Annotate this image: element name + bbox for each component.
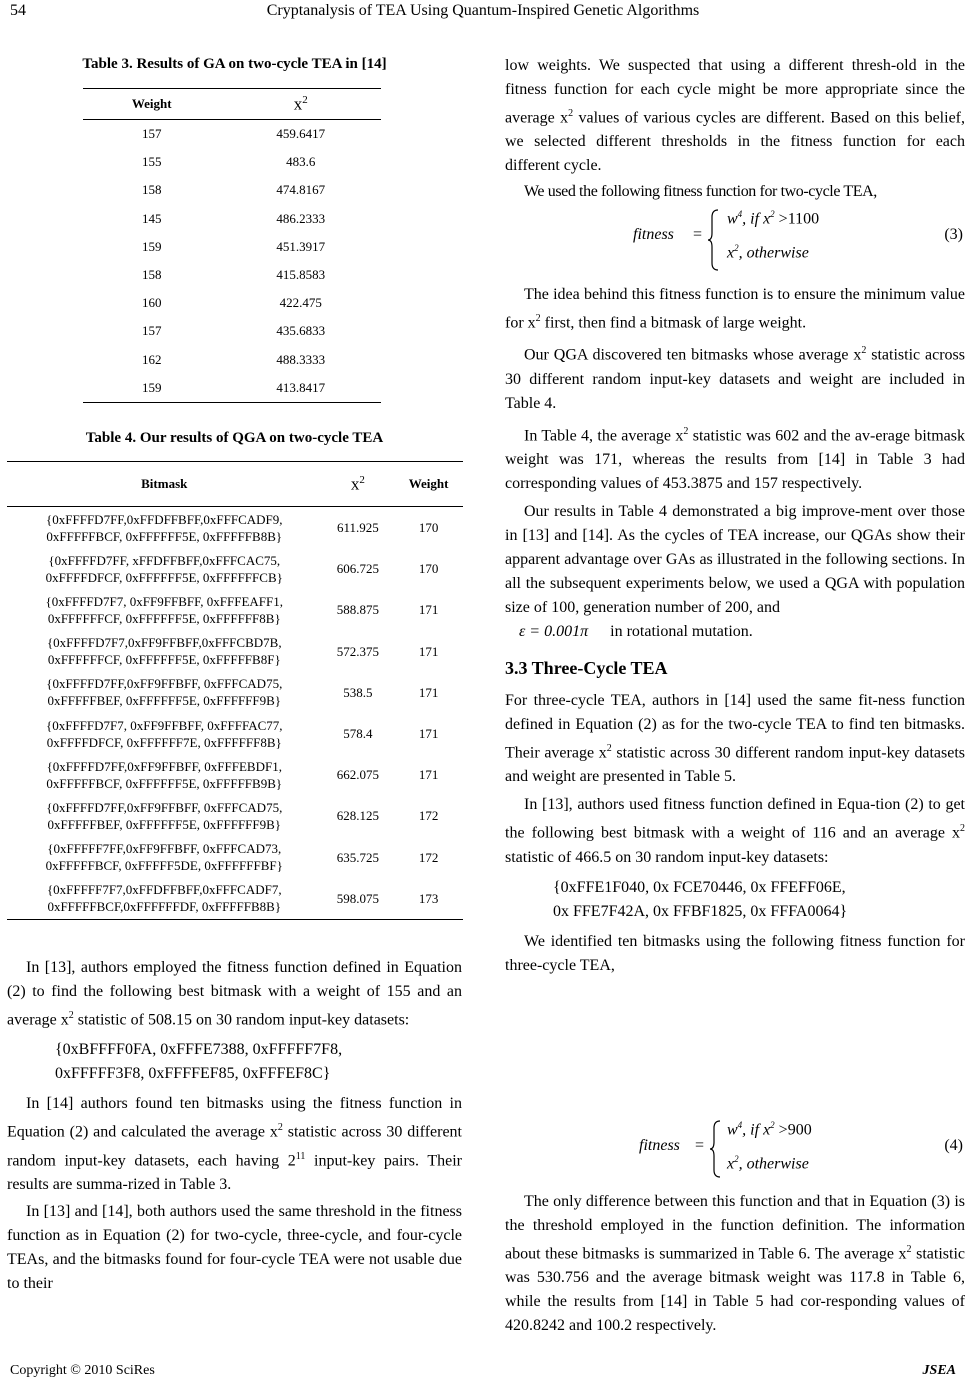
table4-cell-bitmask: [7, 672, 322, 713]
table3-header-weight: Weight: [83, 89, 220, 120]
table3-cell-x2: 451.3917: [276, 238, 326, 254]
table3-cell-x2: 486.2333: [276, 210, 326, 226]
table3-cell-x2: 488.3333: [276, 351, 326, 367]
right-body-bottom: [505, 1190, 965, 1338]
footer-copyright: Copyright © 2010 SciRes: [10, 1363, 155, 1378]
table4-cell-weight: 173: [394, 878, 463, 920]
bitmask-line: {0xFFFFD7FF, xFFDFFBFF,0xFFFCAC75,: [48, 552, 281, 568]
table4-row: [7, 507, 463, 549]
table4-cell-weight: 171: [418, 602, 439, 618]
running-title: Cryptanalysis of TEA Using Quantum-Inspired Genetic Algorithms: [266, 2, 700, 19]
bitmask-line: 0xFFFFFBCF, 0xFFFFFF5E, 0xFFFFFB9B}: [46, 775, 283, 791]
table4-cell-weight: 170: [418, 520, 439, 536]
table4-row: [7, 631, 463, 672]
table3-cell-weight: 155: [141, 154, 162, 170]
bitmask-line: 0xFFFFFBCF, 0xFFFFF5DE, 0xFFFFFFBF}: [45, 858, 283, 874]
table3-cell-weight: 145: [141, 210, 162, 226]
bitmask-line: {0xFFFFD7FF,0xFF9FFBFF, 0xFFFCAD75,: [46, 799, 283, 815]
table4-cell-x2: 635.725: [336, 849, 379, 865]
table4-cell-bitmask: [7, 713, 322, 754]
table3-row: [83, 317, 381, 345]
right-paragraph-9: We identified ten bitmasks using the following fitness function for three-cycle TEA,: [505, 932, 965, 974]
table4-cell-x2: 578.4: [343, 726, 373, 742]
right-paragraph-2: We used the following fitness function for two-cycle TEA,: [524, 183, 877, 201]
table4-cell-bitmask: [7, 754, 322, 795]
brace-icon: [709, 1120, 723, 1178]
table3-cell-weight: 157: [141, 126, 162, 142]
table3: [83, 88, 381, 403]
table3-row: [83, 289, 381, 317]
bitmask-line: 0xFFFFFBEF, 0xFFFFFF5E, 0xFFFFFF9B}: [47, 693, 282, 709]
table3-cell-x2: 483.6: [286, 154, 316, 170]
bitmask-line: {0xFFFFD7F7,0xFF9FFBFF,0xFFFCBD7B,: [46, 635, 282, 651]
right-body-mid: [505, 283, 965, 978]
table3-cell-x2: 435.6833: [276, 323, 326, 339]
table3-cell-weight: 162: [141, 351, 162, 367]
table3-cell-weight: 159: [141, 238, 162, 254]
bitmask-13: {0xBFFFF0FA, 0xFFFE7388, 0xFFFFF7F8, 0xFFFFF3F8, 0xFFFFEF85, 0xFFFEF8C}: [55, 1041, 343, 1083]
table4-cell-bitmask: [7, 507, 322, 549]
table3-cell-x2: 415.8583: [276, 267, 326, 283]
table3-row: [83, 346, 381, 374]
table3-cell-weight: 158: [141, 267, 162, 283]
table4-cell-x2: 606.725: [336, 561, 379, 577]
bitmask-line: 0xFFFFFBCF,0xFFFFFFDF, 0xFFFFFB8B}: [47, 899, 282, 915]
page-number: 54: [10, 2, 26, 19]
table4-cell-x2: 611.925: [336, 520, 379, 536]
bitmask-line: 0xFFFFFBEF, 0xFFFFFF5E, 0xFFFFFF9B}: [47, 816, 282, 832]
bitmask-line: {0xFFFFF7FF,0xFF9FFBFF, 0xFFFCAD73,: [47, 841, 282, 857]
bitmask-line: {0xFFFFF7F7,0xFFDFFBFF,0xFFFCADF7,: [46, 882, 282, 898]
bitmask-line: {0xFFFFD7FF,0xFF9FFBFF, 0xFFFEBDF1,: [46, 758, 282, 774]
table4-cell-weight: 171: [418, 684, 439, 700]
equation-3-number: (3): [944, 226, 963, 243]
table3-cell-weight: 159: [83, 374, 220, 403]
table3-cell-weight: 158: [141, 182, 162, 198]
table3-cell-x2: 474.8167: [276, 182, 326, 198]
bitmask-line: {0xFFFFD7F7, 0xFF9FFBFF, 0xFFFEAFF1,: [45, 593, 284, 609]
bitmask-line: 0xFFFFFBCF, 0xFFFFFF5E, 0xFFFFFB8B}: [46, 528, 283, 544]
footer-journal: JSEA: [922, 1363, 956, 1378]
table3-cell-weight: 157: [141, 323, 162, 339]
table4-cell-x2: 662.075: [336, 767, 379, 783]
table4-header-weight: Weight: [394, 462, 463, 507]
bitmask-line: 0xFFFFFFCF, 0xFFFFFF5E, 0xFFFFFF8B}: [47, 610, 281, 626]
table4-cell-weight: 171: [418, 767, 439, 783]
table4-cell-x2: 598.075: [322, 878, 395, 920]
section-heading-3-3: 3.3 Three-Cycle TEA: [505, 657, 668, 678]
table4-cell-bitmask: [7, 631, 322, 672]
equation-4: fitness = $w^4$, if $x^2 >900$ $x^2$, otherwise (4): [505, 1118, 965, 1182]
table4-cell-bitmask: [7, 837, 322, 878]
table3-cell-x2: 459.6417: [276, 126, 326, 142]
table4-caption: Table 4. Our results of QGA on two-cycle TEA: [85, 430, 384, 446]
right-paragraph-3: The idea behind this fitness function is to ensure the minimum value for $x^2$ first, then find a bitmask of large weight.: [505, 286, 965, 332]
table4-cell-x2: 538.5: [343, 684, 373, 700]
table3-cell-weight: 160: [141, 295, 162, 311]
bitmask-line: {0xFFFFD7FF,0xFFDFFBFF,0xFFFCADF9,: [46, 511, 283, 527]
table4-cell-weight: 171: [418, 726, 439, 742]
table3-row: [83, 233, 381, 261]
left-paragraph-3: In [13] and [14], both authors used the same threshold in the fitness function as in Equation (2) for two-cycle, three-cycle, and four-cycle TEAs, and the bitmasks found for four-cycle TEA were not usable due to their: [7, 1202, 462, 1292]
left-body: [7, 956, 462, 1296]
table3-cell-x2: 413.8417: [220, 374, 381, 403]
bitmask-line: 0xFFFFDFCF, 0xFFFFFF5E, 0xFFFFFFCB}: [45, 569, 283, 585]
right-paragraph-1: low weights. We suspected that using a different thresh-old in the fitness function for each cycle might be more appropriate since the average $x^2$ values of various cycles are different. Based on this belief, we selected different thresholds in the fitness function for each different cycle.: [505, 57, 966, 175]
table4-row: [7, 548, 463, 589]
right-body-top: [505, 54, 965, 204]
table4-cell-x2: 588.875: [336, 602, 379, 618]
right-paragraph-4: Our QGA discovered ten bitmasks whose average $x^2$ statistic across 30 different random input-key datasets and weight are included in Table 4.: [505, 345, 965, 412]
table4-row: [7, 672, 463, 713]
table4-header-bitmask: Bitmask: [7, 462, 322, 507]
bitmask-line: 0xFFFFDFCF, 0xFFFFFF7E, 0xFFFFFF8B}: [46, 734, 282, 750]
table4-cell-weight: 172: [418, 808, 439, 824]
table4-cell-weight: 172: [418, 849, 439, 865]
left-paragraph-1: In [13], authors employed the fitness function defined in Equation (2) to find the following best bitmask with a weight of 155 and an average $x^2$ statistic of 508.15 on 30 random input-key datasets:: [7, 959, 462, 1029]
table3-cell-x2: 422.475: [279, 295, 322, 311]
table4-row: [7, 589, 463, 630]
table4-row: [7, 837, 463, 878]
table3-row: [83, 205, 381, 233]
table4-row: [7, 754, 463, 795]
table4-cell-bitmask: [7, 548, 322, 589]
equation-3: fitness = $w^4$, if $x^2 >1100$ $x^2$, otherwise (3): [505, 205, 965, 273]
right-paragraph-6: Our results in Table 4 demonstrated a big improve-ment over those in [13] and [14]. As the cycles of TEA increase, our QGAs show their apparent advantage over GAs as illustrated in the following sections. In all the subsequent experiments below, we used a QGA with population size of 100, generation number of 200, and ε = 0.001π in rotational mutation.: [505, 502, 965, 640]
table3-row: [83, 120, 381, 149]
table4-cell-weight: 170: [418, 561, 439, 577]
table4: [7, 461, 463, 920]
table4-row: [7, 878, 463, 920]
bitmask-line: {0xFFFFD7F7, 0xFF9FFBFF, 0xFFFFAC77,: [45, 717, 283, 733]
table3-caption: Table 3. Results of GA on two-cycle TEA in [14]: [82, 56, 387, 72]
table3-header-x2: $x^2$: [220, 89, 381, 120]
brace-icon: [707, 209, 721, 271]
table4-cell-bitmask: [7, 589, 322, 630]
table4-cell-x2: 572.375: [336, 643, 379, 659]
right-paragraph-5: In Table 4, the average $x^2$ statistic was 602 and the av-erage bitmask weight was 171, whereas the results from [14] in Table 3 had corresponding values of 453.3875 and 157 respectively.: [505, 425, 966, 492]
table3-row: [83, 374, 381, 403]
right-paragraph-8: In [13], authors used fitness function defined in Equa-tion (2) to get the following best bitmask with a weight of 116 and an average $x^2$ statistic of 466.5 on 30 random input-key datasets:: [505, 796, 965, 866]
table4-header-x2: $x^2$: [322, 462, 395, 507]
right-paragraph-10: The only difference between this function and that in Equation (3) is the threshold employed in the function definition. The information about these bitmasks is summarized in Table 6. The average $x^2$ statistic was 530.756 and the average bitmask weight was 117.8 in Table 6, while the results from [14] in Table 5 had cor-responding values of 420.8242 and 100.2 respectively.: [505, 1193, 965, 1335]
table3-row: [83, 176, 381, 204]
bitmask-line: {0xFFFFD7FF,0xFF9FFBFF, 0xFFFCAD75,: [46, 676, 283, 692]
table4-cell-bitmask: [7, 795, 322, 836]
table4-row: [7, 713, 463, 754]
bitmask-13-three-cycle: {0xFFE1F040, 0x FCE70446, 0x FFEFF06E, 0x FFE7F42A, 0x FFBF1825, 0x FFFA0064}: [553, 878, 848, 920]
bitmask-line: 0xFFFFFFCF, 0xFFFFFF5E, 0xFFFFFB8F}: [47, 652, 281, 668]
equation-4-number: (4): [944, 1137, 963, 1154]
left-paragraph-2: In [14] authors found ten bitmasks using the fitness function in Equation (2) and calculated the average $x^2$ statistic across 30 different random input-key datasets, each having $2^{11}$ input-key pairs. Their results are summa-rized in Table 3.: [7, 1095, 463, 1193]
table3-row: [83, 148, 381, 176]
table4-cell-weight: 171: [418, 643, 439, 659]
table3-row: [83, 261, 381, 289]
table4-row: [7, 795, 463, 836]
right-paragraph-7: For three-cycle TEA, authors in [14] used the same fit-ness function defined in Equation (2) as for the two-cycle TEA to find ten bitmasks. Their average $x^2$ statistic across 30 different random input-key datasets and weight are presented in Table 5.: [505, 691, 966, 786]
table4-cell-bitmask: [7, 878, 322, 920]
table4-cell-x2: 628.125: [336, 808, 379, 824]
